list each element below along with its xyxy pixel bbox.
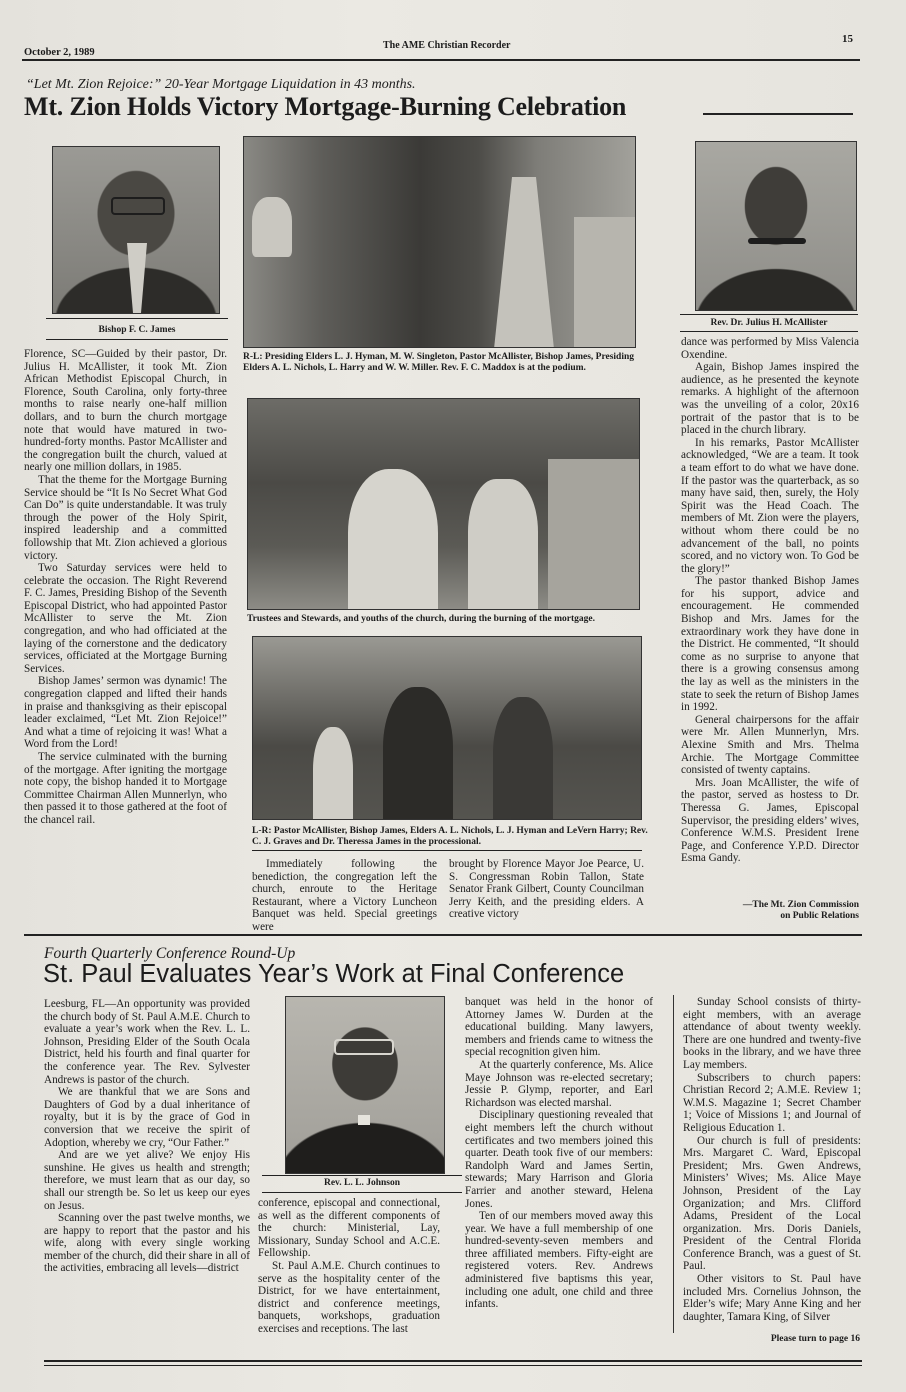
photo-elders-procession: [243, 136, 636, 348]
caption-rule: [680, 331, 858, 332]
continued-notice: Please turn to page 16: [770, 1334, 860, 1344]
article2-column3: [465, 996, 653, 1311]
paragraph: St. Paul A.M.E. Church continues to serve as the hospitality center of the District, for we have entertainment, district and conference meetings, banquets, workshops, graduation exercises and receptions. The last: [258, 1259, 440, 1335]
paragraph: General chairpersons for the affair were Mr. Allen Munnerlyn, Mrs. Alexine Smith and Mrs. Thelma Archie. The Mortgage Committee consisted of twenty captains.: [681, 713, 859, 777]
caption-photo3: L-R: Pastor McAllister, Bishop James, Elders A. L. Nichols, L. J. Hyman and LeVern Harry; Rev. C. J. Graves and Dr. Theressa James in the processional.: [252, 826, 648, 847]
article2-kicker: Fourth Quarterly Conference Round-Up: [44, 945, 296, 962]
paragraph: Bishop James’ sermon was dynamic! The congregation clapped and lifted their hands in praise and thanksgiving as their episcopal leader exclaimed, “Let Mt. Zion Rejoice!” And what a time of rejoicing it was! What a Word from the Lord!: [24, 675, 227, 751]
article1-signature: [681, 900, 859, 922]
paragraph: Leesburg, FL—An opportunity was provided the church body of St. Paul A.M.E. Church to evaluate a year’s work when the Rev. L. L. Johnson, Presiding Elder of the South Ocala District, held his fourth and final quarter for the conference year. The Rev. Sylvester Andrews is pastor of the church.: [44, 998, 250, 1086]
paragraph: In his remarks, Pastor McAllister acknowledged, “We are a team. It took a team effort to do what we have done. If the pastor was the quarterback, as so many have said, then, surely, the Holy Spirit was the Head Coach. The members of Mt. Zion were the players, without whom there could be no advancement of the ball, no points scored, and no victory won. To God be the glory!”: [681, 436, 859, 575]
portrait-pastor-mcallister: [695, 141, 857, 311]
paragraph: Immediately following the benediction, the congregation left the church, enroute to the Heritage Restaurant, where a Victory Luncheon Banquet was held. Special greetings were: [252, 858, 437, 933]
article1-column4: [681, 336, 859, 865]
paragraph: That the theme for the Mortgage Burning Service should be “It Is No Secret What God Can Do” is quite understandable. It was truly through the power of the Holy Spirit, inspired leadership and a committed followship that Mt. Zion achieved a glorious victory.: [24, 473, 227, 562]
paragraph: Two Saturday services were held to celebrate the occasion. The Right Reverend F. C. James, Presiding Bishop of the Seventh Episcopal District, who had appointed Pastor McAllister to serve the Mt. Zion congregation, and who had officiated at the laying of the cornerstone and the dedicatory services, officiated at the Mortgage Burning Services.: [24, 562, 227, 675]
photo-processional: [252, 636, 642, 820]
paragraph: The pastor thanked Bishop James for his support, advice and encouragement. He commended Bishop and Mrs. James for the extraordinary work they have done in the District. He commented, “It should come as no surprise to anyone that there is a growing consensus among the lay as well as the ministers in the state to seek the return of Bishop James in 1992.: [681, 575, 859, 714]
article1-column1: [24, 348, 227, 827]
paragraph: Our church is full of presidents: Mrs. Margaret C. Ward, Episcopal President; Mrs. Gwen Andrews, Ministers’ Wives; Ms. Alice Maye Johnson, President of the Lay Organization; and Mrs. Clifford Adams, President of the Local organization. Mrs. Doris Daniels, President of the Central Florida Conference Branch, was a guest of St. Paul.: [683, 1134, 861, 1273]
caption-photo1: R-L: Presiding Elders L. J. Hyman, M. W. Singleton, Pastor McAllister, Bishop James, Presiding Elders A. L. Nichols, L. Harry and W. W. Miller. Rev. F. C. Maddox is at the podium.: [243, 352, 635, 373]
paragraph: At the quarterly conference, Ms. Alice Maye Johnson was re-elected secretary; Jessie P. Glymp, reporter, and Earl Richardson was elected marshal.: [465, 1058, 653, 1109]
paragraph: Subscribers to church papers: Christian Record 2; A.M.E. Review 1; W.M.S. Magazine 1; Secret Chamber 1; Voice of Missions 1; and Journal of Religious Education 1.: [683, 1071, 861, 1134]
caption-rule: [680, 314, 858, 315]
portrait-rev-johnson: [285, 996, 445, 1174]
signature-line: —The Mt. Zion Commission: [742, 900, 859, 910]
paragraph: Sunday School consists of thirty-eight members, with an average attendance of about twenty weekly. There are one hundred and twenty-five books in the library, and we have three Lay members.: [683, 996, 861, 1071]
caption-pastor: Rev. Dr. Julius H. McAllister: [710, 318, 828, 328]
paragraph: Mrs. Joan McAllister, the wife of the pastor, served as hostess to Dr. Theressa G. James, Episcopal Supervisor, the presiding elders’ wives, Conference W.M.S. President Irene Page, and Conference Y.P.D. Director Esma Gandy.: [681, 776, 859, 865]
caption-rule: [262, 1175, 462, 1176]
caption-rule: [46, 339, 228, 340]
paragraph: Ten of our members moved away this year. We have a full membership of one hundred-seventy-seven members and three affiliated members. Fifty-eight are registered voters. Rev. Andrews administered five baptisms this year, including one adult, one child and three infants.: [465, 1210, 653, 1311]
article-divider: [24, 934, 862, 936]
caption-johnson: Rev. L. L. Johnson: [323, 1178, 401, 1188]
paragraph: The service culminated with the burning of the mortgage. After igniting the mortgage note copy, the bishop handed it to Mortgage Committee Chairman Allen Munnerlyn, who then passed it to those gathered at the foot of the chancel rail.: [24, 751, 227, 826]
paragraph: dance was performed by Miss Valencia Oxendine.: [681, 336, 859, 361]
paragraph: Other visitors to St. Paul have included Mrs. Cornelius Johnson, the Elder’s wife; Mary Anne King and her daughter, Tamara King, of Silver: [683, 1273, 861, 1323]
caption-photo2: Trustees and Stewards, and youths of the church, during the burning of the mortgage.: [247, 614, 596, 624]
headline-rule: [703, 113, 853, 115]
paragraph: conference, episcopal and connectional, as well as the different components of the church: Ministerial, Lay, Missionary, Sunday School and A.C.E. Fellowship.: [258, 1197, 440, 1260]
paragraph: banquet was held in the honor of Attorney James W. Durden at the educational building. Many lawyers, members and friends came to witness the special recognition given him.: [465, 996, 653, 1059]
paragraph: brought by Florence Mayor Joe Pearce, U. S. Congressman Robin Tallon, State Senator Frank Gilbert, County Councilman Jerry Keith, and the presiding elders. A creative victory: [449, 858, 644, 921]
paragraph: We are thankful that we are Sons and Daughters of God by a dual inheritance of royalty, but it is by the grace of God in conversion that we receive the spirit of Adoption, whereby we cry, “Our Father.”: [44, 1086, 250, 1149]
issue-date: October 2, 1989: [24, 47, 95, 58]
portrait-bishop-james: [52, 146, 220, 314]
paragraph: Again, Bishop James inspired the audience, as he presented the keynote remarks. A highlight of the afternoon was the unveiling of a color, 20x16 portrait of the pastor that is to be placed in the church library.: [681, 361, 859, 437]
footer-rule: [44, 1360, 862, 1362]
column-rule: [673, 995, 674, 1333]
photo-trustees-stewards: [247, 398, 640, 610]
paragraph: Florence, SC—Guided by their pastor, Dr. Julius H. McAllister, it took Mt. Zion African Methodist Episcopal Church, in Florence, South Carolina, only forty-three months to raise nearly one-half million dollars, and to burn the church mortgage note that would have matured in two-hundred-forty months. Pastor McAllister and the congregation built the church, valued at nearly one million dollars, in 1985.: [24, 348, 227, 474]
paragraph: Scanning over the past twelve months, we are happy to report that the pastor and his wife, along with every single working member of the church, did their share in all of the activities, embracing all levels—district: [44, 1212, 250, 1275]
signature-line: on Public Relations: [780, 911, 859, 921]
article1-column3: [449, 858, 644, 921]
article2-headline: St. Paul Evaluates Year’s Work at Final Conference: [43, 960, 625, 988]
paragraph: Disciplinary questioning revealed that eight members left the church without certificates and two members joined this quarter. Death took five of our members: Randolph Ward and James Sertin, stewards; Mary Harrison and Gloria Farrier and another steward, Helena Jones.: [465, 1109, 653, 1210]
caption-rule: [46, 318, 228, 319]
header-rule: [22, 59, 860, 61]
caption-rule: [252, 850, 642, 851]
footer-rule: [44, 1365, 862, 1366]
article1-column2: [252, 858, 437, 934]
page-number: 15: [842, 33, 853, 45]
article2-column4: [683, 996, 861, 1323]
article1-kicker: “Let Mt. Zion Rejoice:” 20-Year Mortgage Liquidation in 43 months.: [26, 77, 416, 92]
caption-rule: [262, 1192, 462, 1193]
article1-headline: Mt. Zion Holds Victory Mortgage-Burning Celebration: [24, 92, 627, 121]
article2-column1: [44, 998, 250, 1275]
caption-bishop: Bishop F. C. James: [98, 325, 176, 335]
paragraph: And are we yet alive? We enjoy His sunshine. He gives us health and strength; therefore, we must learn that as our day, so shall our strength be. So let us keep our eyes on Jesus.: [44, 1149, 250, 1212]
article2-column2: [258, 1197, 440, 1336]
publication-name: The AME Christian Recorder: [383, 40, 511, 51]
